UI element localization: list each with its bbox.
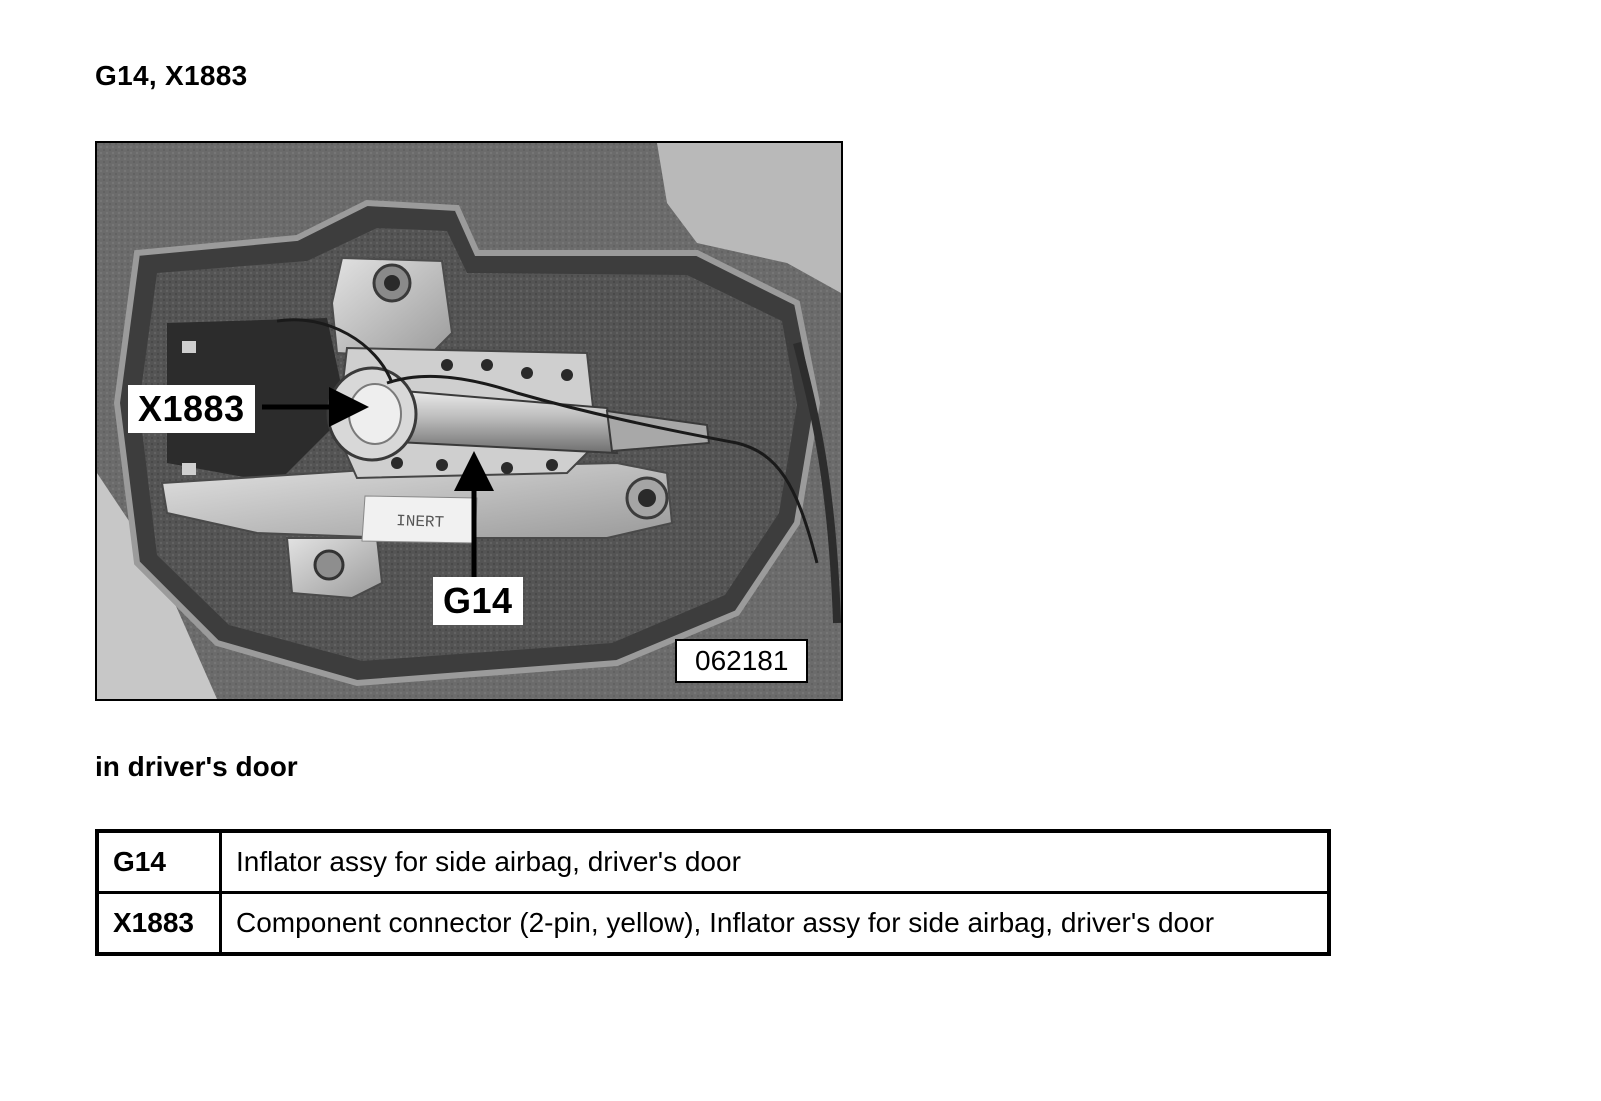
table-row — [97, 831, 1329, 893]
component-photo — [95, 141, 843, 701]
table-row — [97, 893, 1329, 955]
component-code: X1883 — [97, 893, 221, 955]
component-description: Inflator assy for side airbag, driver's door — [221, 831, 1330, 893]
component-legend-table — [95, 829, 1331, 956]
location-caption: in driver's door — [95, 751, 298, 782]
page-title: G14, X1883 — [95, 60, 248, 91]
component-description: Component connector (2-pin, yellow), Inflator assy for side airbag, driver's door — [221, 893, 1330, 955]
photo-reference-number: 062181 — [675, 639, 808, 683]
inert-label-text: INERT — [395, 512, 445, 532]
x1883-callout: X1883 — [128, 385, 255, 433]
g14-callout: G14 — [433, 577, 523, 625]
component-code: G14 — [97, 831, 221, 893]
